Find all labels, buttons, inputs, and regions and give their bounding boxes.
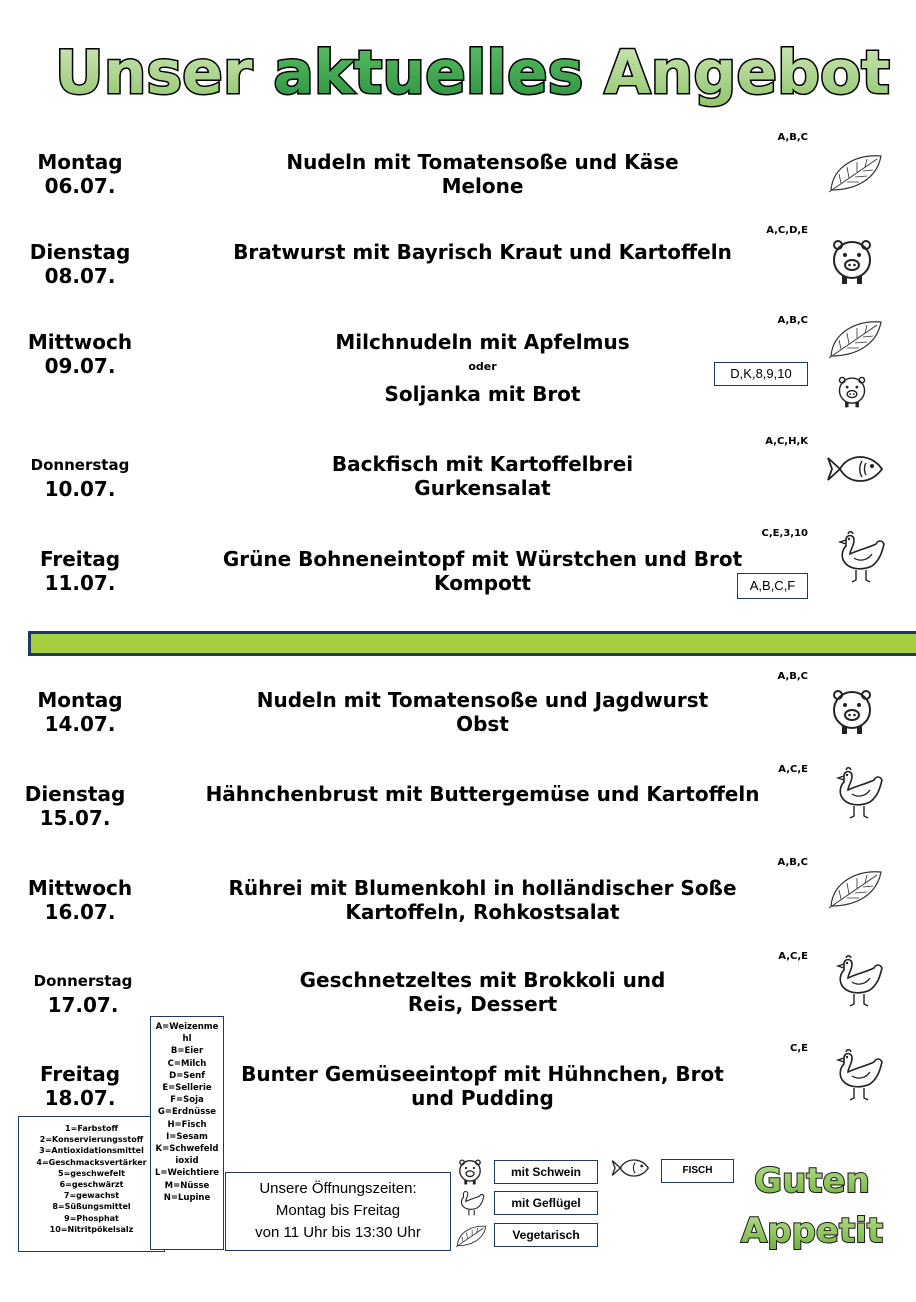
allergen-code: C,E,3,10 — [761, 528, 808, 539]
title-part1: Unser — [55, 38, 274, 108]
guten-appetit-logo — [740, 1150, 890, 1260]
opening-hours: Unsere Öffnungszeiten: Montag bis Freitag von 11 Uhr bis 13:30 Uhr — [225, 1172, 451, 1251]
additives-legend: 1=Farbstoff 2=Konservierungsstoff 3=Antioxidationsmittel 4=Geschmacksvertärker 5=geschwefelt 6=geschwärzt 7=gewachst 8=Süßungsmittel 9=Phosphat 10=Nitritpökelsalz — [18, 1116, 165, 1252]
leaf-icon — [455, 1224, 487, 1248]
greeting-line2: Appetit — [740, 1211, 884, 1251]
meal-text: Nudeln mit Tomatensoße und Käse Melone — [286, 150, 679, 198]
chicken-icon — [830, 766, 886, 820]
day-label: Dienstag 15.07. — [24, 782, 126, 830]
day-label: Donnerstag 10.07. — [30, 456, 130, 501]
pig-icon — [829, 238, 875, 286]
allergen-code: A,B,C — [777, 315, 808, 326]
day-label: Freitag 11.07. — [39, 547, 121, 595]
meal-text: Rührei mit Blumenkohl in holländischer Soße Kartoffeln, Rohkostsalat — [228, 876, 737, 924]
meal-text: Geschnetzeltes mit Brokkoli und Reis, Dessert — [299, 968, 666, 1016]
greeting-line1: Guten — [754, 1161, 870, 1201]
key-pork: mit Schwein — [494, 1160, 598, 1184]
day-label: Mittwoch 09.07. — [27, 330, 133, 378]
pig-icon — [836, 374, 868, 410]
allergen-code: A,C,E — [778, 764, 808, 775]
svg-text:Unser aktuelles Angebot — [55, 38, 890, 108]
meal-text: Nudeln mit Tomatensoße und Jagdwurst Obst — [256, 688, 709, 736]
allergen-code: A,B,C — [777, 132, 808, 143]
allergen-code: A,C,E — [778, 951, 808, 962]
allergen-code: A,B,C — [777, 671, 808, 682]
title-part3: Angebot — [604, 38, 890, 108]
chicken-icon — [456, 1188, 486, 1218]
allergen-code: A,C,H,K — [765, 436, 808, 447]
pig-icon — [829, 688, 875, 736]
allergens-legend: A=Weizenme hl B=Eier C=Milch D=Senf E=Sellerie F=Soja G=Erdnüsse H=Fisch I=Sesam K=Schwefeld ioxid L=Weichtiere M=Nüsse N=Lupine — [150, 1016, 224, 1250]
key-vegetarian: Vegetarisch — [494, 1223, 598, 1247]
meal-text: Grüne Bohneneintopf mit Würstchen und Brot Kompott — [222, 547, 743, 595]
week-divider — [28, 631, 916, 656]
day-label: Mittwoch 16.07. — [27, 876, 133, 924]
day-label: Donnerstag 17.07. — [33, 972, 133, 1017]
day-label: Montag 14.07. — [37, 688, 123, 736]
fish-icon — [826, 448, 886, 490]
fish-icon — [610, 1154, 652, 1182]
day-label: Dienstag 08.07. — [29, 240, 131, 288]
leaf-icon — [827, 318, 883, 360]
chicken-icon — [830, 1048, 886, 1102]
key-fish: FISCH — [661, 1159, 734, 1183]
leaf-icon — [827, 868, 883, 910]
meal-text: Backfisch mit Kartoffelbrei Gurkensalat — [331, 452, 634, 500]
pig-icon — [457, 1158, 483, 1186]
meal-text: Bratwurst mit Bayrisch Kraut und Kartoffeln — [233, 240, 732, 264]
allergen-box: D,K,8,9,10 — [714, 362, 808, 386]
allergen-code: C,E — [790, 1043, 808, 1054]
meal-text: Bunter Gemüseeintopf mit Hühnchen, Brot und Pudding — [241, 1062, 724, 1110]
meal-text: Hähnchenbrust mit Buttergemüse und Kartoffeln — [205, 782, 760, 806]
leaf-icon — [827, 152, 883, 194]
page-title — [0, 28, 916, 118]
chicken-icon — [832, 530, 888, 584]
key-poultry: mit Geflügel — [494, 1191, 598, 1215]
title-part2: aktuelles — [273, 38, 605, 108]
allergen-code: A,B,C — [777, 857, 808, 868]
allergen-box: A,B,C,F — [737, 573, 808, 599]
allergen-code: A,C,D,E — [766, 225, 808, 236]
day-label: Freitag 18.07. — [39, 1062, 121, 1110]
day-label: Montag 06.07. — [37, 150, 123, 198]
meal-text: Milchnudeln mit Apfelmus oder Soljanka mit Brot — [335, 330, 630, 406]
chicken-icon — [830, 954, 886, 1008]
